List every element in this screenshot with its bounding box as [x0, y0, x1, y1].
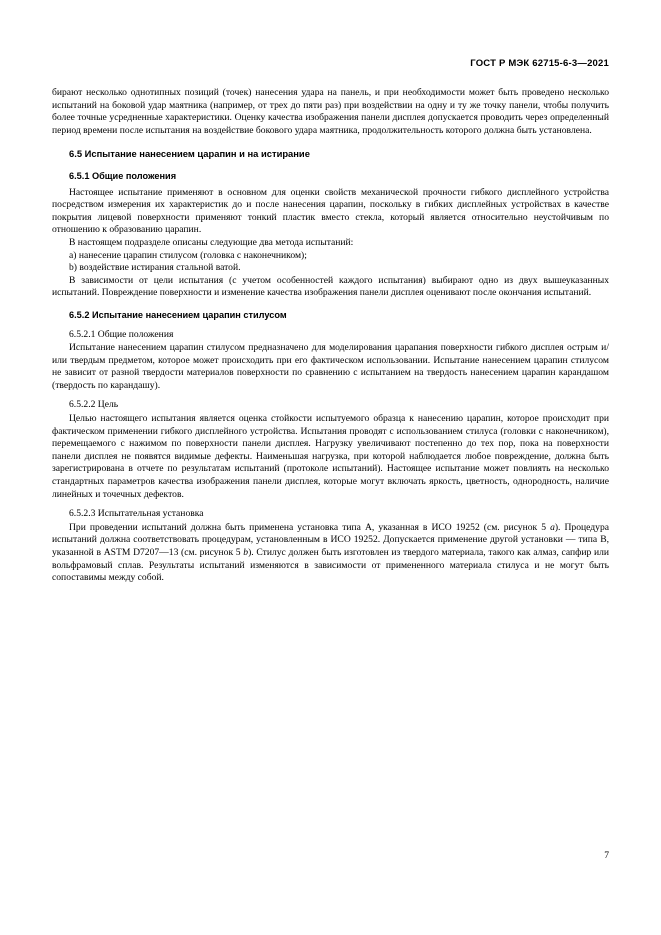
heading-6-5-2: 6.5.2 Испытание нанесением царапин стилусом [69, 309, 287, 320]
heading-6-5-2-2: 6.5.2.2 Цель [69, 399, 119, 411]
figure-ref-b: b [243, 547, 249, 558]
page-number: 7 [604, 850, 609, 861]
paragraph-6-5-2-3-body [52, 522, 609, 585]
text-run-3: ). Стилус должен быть изготовлен из твердого материала, такого как алмаз, сапфир или вольфрамовый сплав. Результаты испытаний изменяются в зависимости от примененного материала стилуса и не могут быть сопоставимы между собой. [52, 547, 610, 584]
figure-ref-a: а [550, 521, 555, 533]
heading-6-5-2-1: 6.5.2.1 Общие положения [69, 328, 174, 340]
document-body [52, 87, 609, 585]
heading-6-5-2-3: 6.5.2.3 Испытательная установка [69, 508, 204, 520]
text-run-1: При проведении испытаний должна быть применена установка типа А, указанная в ИСО 19252 (см. рисунок 5 [69, 521, 551, 533]
paragraph-continuation: бирают несколько однотипных позиций (точек) нанесения удара на панель, и при необходимости может быть проведено несколько испытаний на боковой удар маятника (например, от трех до пяти раз) при воздействии на одну и ту же точку панели, чтобы получить более точные усредненные характеристики. Оценку качества изображения панели дисплея допускается проводить через определенный период времени после испытания на воздействие бокового удара маятника, продолжительность которого должна быть установлена. [52, 87, 609, 136]
text-run-2: ). Процедура испытаний должна соответствовать процедурам, установленным в ИСО 19252. Допускается применение другой установки — типа В, указанной в ASTM D7207—13 (см. рисунок 5 [52, 521, 610, 558]
paragraph-6-5-2-1-body: Испытание нанесением царапин стилусом предназначено для моделирования царапания поверхности гибкого дисплея острым и/или твердым предметом, которое может происходить при его фактическом использовании. Испытание нанесением царапин стилусом не зависит от разной твердости материалов поверхности по сравнению с испытанием на твердость нанесением царапин карандашом (твердость по карандашу). [52, 342, 609, 391]
list-item-b: b) воздействие истирания стальной ватой. [69, 262, 241, 274]
list-item-a: a) нанесение царапин стилусом (головка с наконечником); [69, 249, 307, 261]
paragraph-6-5-2-2-body: Целью настоящего испытания является оценка стойкости испытуемого образца к нанесению царапин, которое происходит при фактическом применении гибкого дисплейного устройства. Испытания проводят с использованием стилуса (головки с наконечником), перемещаемого с нажимом по поверхности панели дисплея. Нагрузку увеличивают постепенно до тех пор, пока на поверхности панели дисплея не появятся видимые дефекты. Наименьшая нагрузка, при которой наблюдается любое повреждение, должна быть зарегистрирована в отчете по результатам испытаний (протоколе испытаний). Настоящее испытание может повлиять на несколько стандартных параметров качества изображения панели дисплея, которые могут включать яркость, цветность, однородность, наличие линейных и точечных дефектов. [52, 413, 609, 500]
heading-6-5-1: 6.5.1 Общие положения [69, 170, 177, 181]
paragraph-selection-criteria: В зависимости от цели испытания (с учетом особенностей каждого испытания) выбирают одно из двух вышеуказанных испытаний. Повреждение поверхности и изменение качества изображения панели дисплея оценивают после окончания испытаний. [52, 274, 609, 299]
page-header-standard-number: ГОСТ Р МЭК 62715-6-3—2021 [470, 58, 609, 69]
paragraph-6-5-1-body: Настоящее испытание применяют в основном для оценки свойств механической прочности гибкого дисплейного устройства посредством измерения их характеристик до и после нанесения царапин, поскольку в гибких дисплейных устройствах в качестве покрытия лицевой поверхности применяют тонкий пластик вместо стекла, который является относительно неустойчивым по отношению к образованию царапин. [52, 186, 609, 236]
heading-6-5: 6.5 Испытание нанесением царапин и на истирание [69, 148, 310, 160]
paragraph-methods-intro: В настоящем подразделе описаны следующие два метода испытаний: [69, 236, 354, 248]
